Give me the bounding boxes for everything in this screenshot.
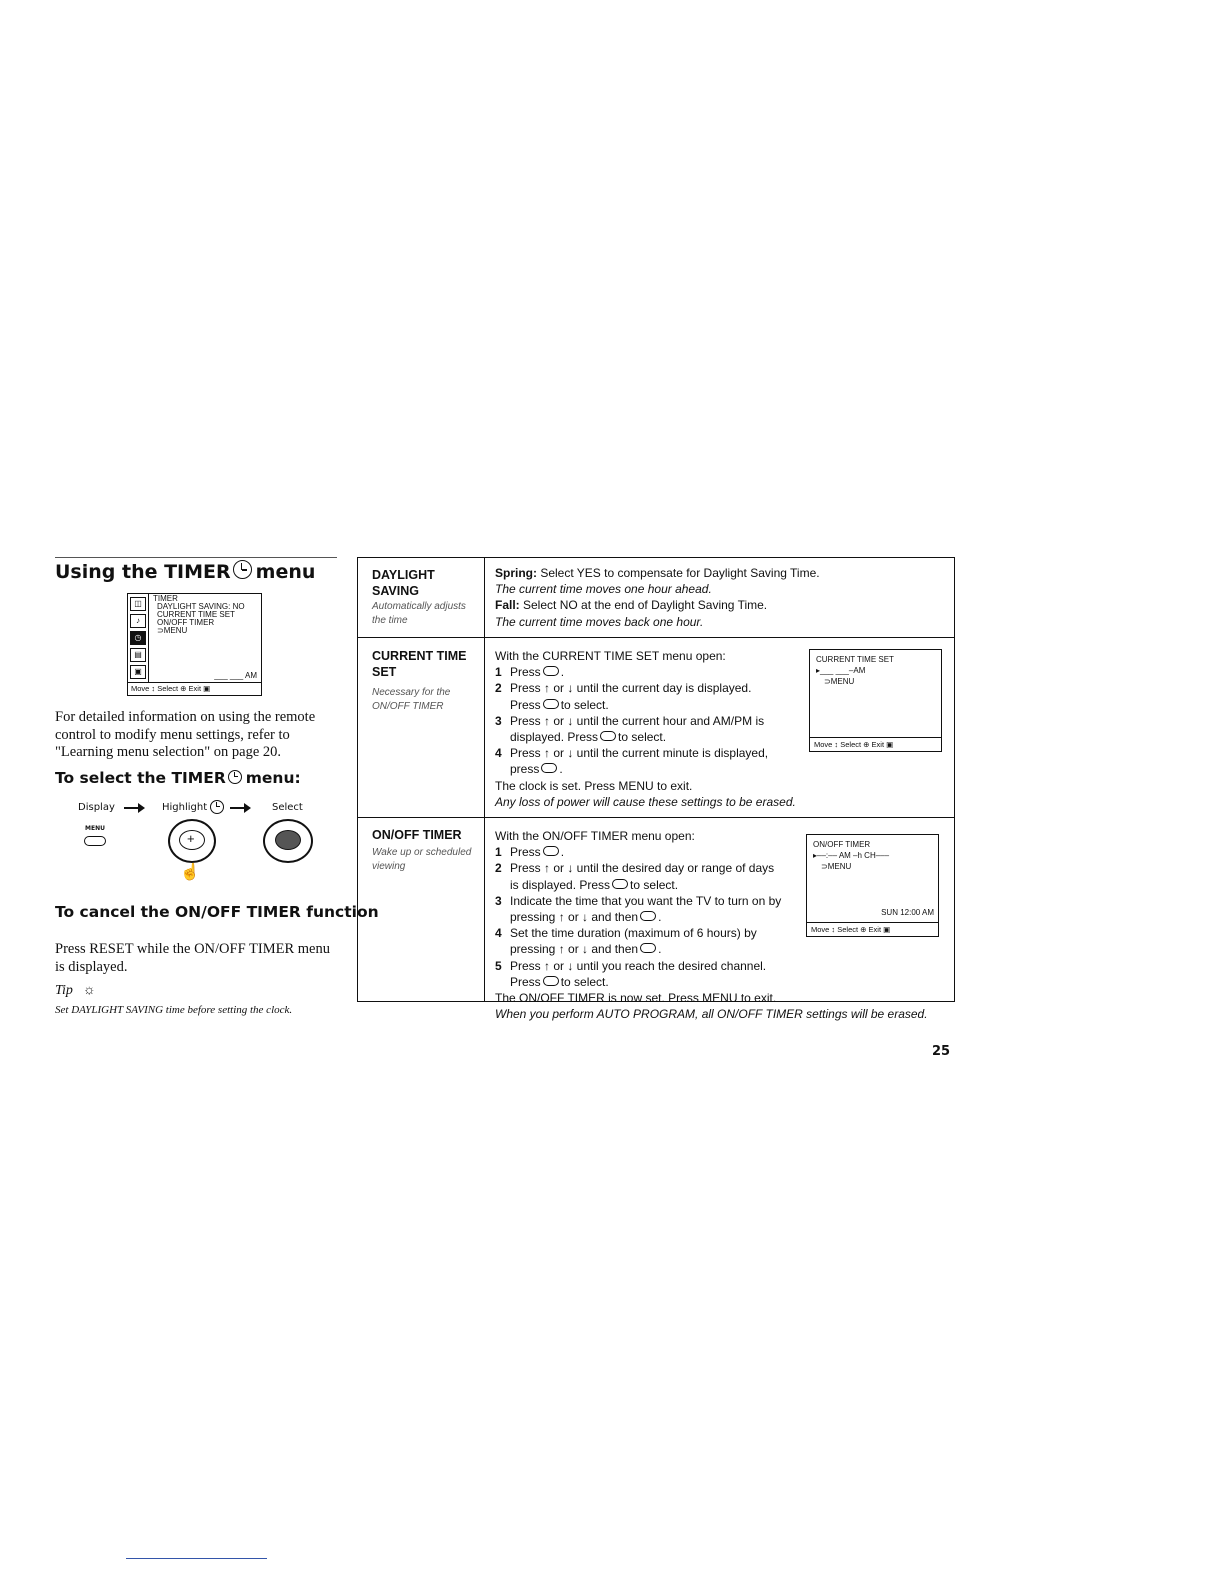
- osd-time: ___ ___ AM: [214, 671, 257, 680]
- select-button-icon: [640, 911, 656, 921]
- current-time-set-osd: CURRENT TIME SET ▸___ ___–AM ⊃MENU Move ↕ Select ⊕ Exit ▣: [809, 649, 942, 752]
- timer-icon: [210, 800, 224, 814]
- on-off-timer-osd: ON/OFF TIMER ▸––:–– AM –h CH––– ⊃MENU SUN 12:00 AM Move ↕ Select ⊕ Exit ▣: [806, 834, 939, 937]
- osd-menu-lines: [153, 595, 245, 635]
- table-row-divider: [357, 637, 955, 638]
- select-button-icon: [543, 846, 559, 856]
- arrow-icon: [230, 807, 246, 809]
- setup-icon: ▣: [130, 665, 146, 679]
- on-off-timer-desc: Wake up or scheduled viewing: [372, 847, 472, 872]
- menu-key-label: MENU: [85, 825, 105, 832]
- section-top-rule: [55, 557, 337, 558]
- page-number: 25: [932, 1044, 951, 1059]
- menu-button-icon: [84, 836, 106, 846]
- select-button-icon: [640, 943, 656, 953]
- select-button-icon: [600, 731, 616, 741]
- hand-pointer-icon: ☝: [180, 864, 200, 881]
- channel-icon: ▤: [130, 648, 146, 662]
- tip-label: Tip ☼: [55, 983, 96, 998]
- footer-rule: [126, 1558, 267, 1559]
- cancel-heading: To cancel the ON/OFF TIMER function: [55, 903, 379, 921]
- arrow-icon: [124, 807, 140, 809]
- section-title: Using the TIMER menu: [55, 561, 316, 583]
- on-off-timer-heading: ON/OFF TIMER: [372, 828, 462, 842]
- select-menu-heading: To select the TIMER menu:: [55, 769, 301, 787]
- osd-icon-column: [128, 594, 149, 682]
- current-time-set-desc: Necessary for the ON/OFF TIMER: [372, 687, 451, 712]
- daylight-saving-heading: DAYLIGHT SAVING: [372, 568, 435, 598]
- intro-paragraph: For detailed information on using the remote control to modify menu settings, refer to "Learning menu selection" on page 20.: [55, 709, 316, 760]
- timer-osd-menu: [127, 593, 262, 696]
- video-icon: ◫: [130, 597, 146, 611]
- step-select-label: Select: [272, 802, 303, 813]
- table-column-divider: [484, 557, 485, 1002]
- cancel-paragraph: Press RESET while the ON/OFF TIMER menu is displayed.: [55, 941, 330, 975]
- current-time-set-heading: CURRENT TIME SET: [372, 649, 467, 679]
- timer-icon: [233, 560, 252, 579]
- select-button-icon: [541, 763, 557, 773]
- select-button-icon: [543, 976, 559, 986]
- osd-line: ON/OFF TIMER: [157, 618, 215, 627]
- lightbulb-icon: ☼: [82, 983, 96, 998]
- step-highlight-label: Highlight: [162, 802, 208, 813]
- osd-line: ⊃MENU: [157, 626, 188, 635]
- timer-icon: ◷: [130, 631, 146, 645]
- select-button-icon: [612, 879, 628, 889]
- daylight-saving-desc: Automatically adjusts the time: [372, 601, 466, 626]
- table-row-divider: [357, 817, 955, 818]
- select-button-icon: [543, 699, 559, 709]
- step-display-label: Display: [78, 802, 115, 813]
- tip-text: Set DAYLIGHT SAVING time before setting the clock.: [55, 1004, 293, 1016]
- current-time-set-text: With the CURRENT TIME SET menu open: 1 Press . 2 Press ↑ or ↓ until the current day is displayed. Press to select. 3 Press ↑ or ↓ until the current hour and AM/PM is displayed. Press to select. 4 Press ↑ or ↓ until the current minute is displayed, press . The clock is set. Press MENU to exit. Any loss of power will cause these settings to be erased.: [495, 649, 796, 809]
- osd-footer: Move ↕ Select ⊕ Exit ▣: [128, 682, 261, 695]
- osd-line: CURRENT TIME SET: [157, 610, 235, 619]
- osd-line: DAYLIGHT SAVING: NO: [157, 602, 245, 611]
- daylight-saving-text: Spring: Select YES to compensate for Daylight Saving Time. The current time moves one hour ahead. Fall: Select NO at the end of Daylight Saving Time. The current time moves back one hour.: [495, 566, 820, 629]
- timer-icon: [228, 770, 242, 784]
- joystick-select-icon: [263, 819, 313, 863]
- on-off-timer-text: With the ON/OFF TIMER menu open: 1 Press . 2 Press ↑ or ↓ until the desired day or range of days is displayed. Press to select. 3 Indicate the time that you want the TV to turn on by pressing ↑ or ↓ and then . 4 Set the time duration (maximum of 6 hours) by pressing ↑ or ↓ and then . 5 Press ↑ or ↓ until you reach the desired channel. Press to select. The ON/OFF TIMER is now set. Press MENU to exit. When you perform AUTO PROGRAM, all ON/OFF TIMER settings will be erased.: [495, 829, 928, 1022]
- select-button-icon: [543, 666, 559, 676]
- joystick-highlight-icon: +: [168, 819, 216, 863]
- audio-icon: ♪: [130, 614, 146, 628]
- osd-line: TIMER: [153, 594, 178, 603]
